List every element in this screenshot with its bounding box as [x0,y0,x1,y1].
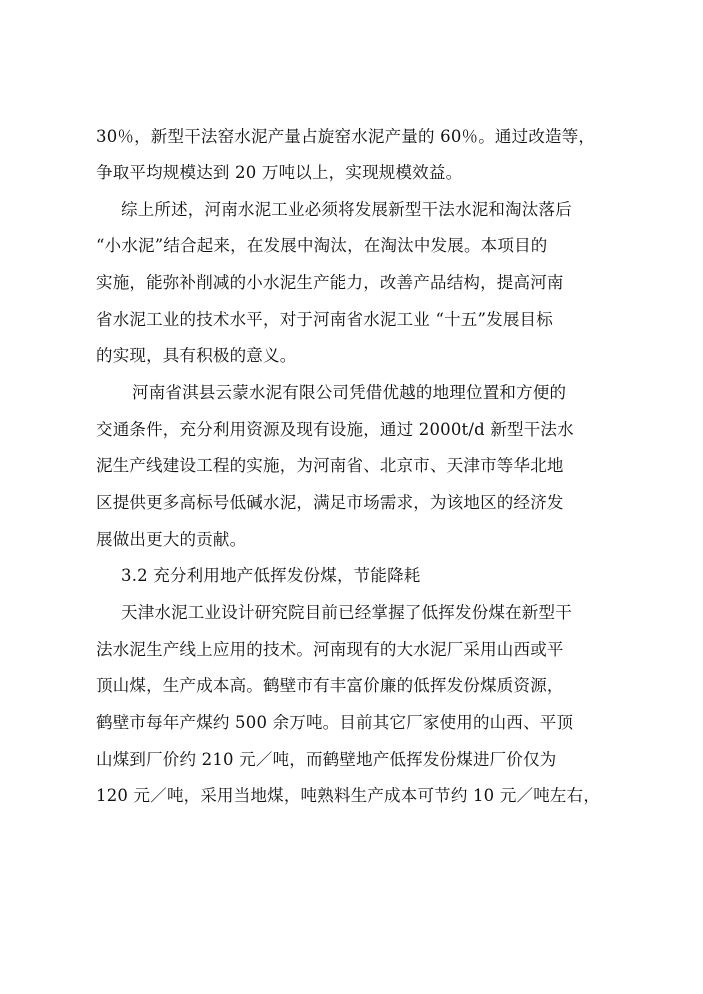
text-line: 展做出更大的贡献。 [96,530,247,549]
text-line: 交通条件，充分利用资源及现有设施，通过 2000t/d 新型干法水 [96,420,574,439]
text-line: 争取平均规模达到 20 万吨以上，实现规模效益。 [96,163,463,182]
text-line: 120 元／吨，采用当地煤，吨熟料生产成本可节约 10 元／吨左右， [96,786,601,805]
text-line: 山煤到厂价约 210 元／吨，而鹤壁地产低挥发份煤进厂价仅为 [96,750,557,769]
text-line: 实施，能弥补削减的小水泥生产能力，改善产品结构，提高河南 [96,273,564,292]
text-line: 省水泥工业的技术水平，对于河南省水泥工业 “十五”发展目标 [96,310,553,329]
text-line: “小水泥”结合起来，在发展中淘汰，在淘汰中发展。本项目的 [96,236,548,255]
text-line: 顶山煤，生产成本高。鹤壁市有丰富价廉的低挥发份煤质资源， [96,676,564,695]
text-line: 30％，新型干法窑水泥产量占旋窑水泥产量的 60％。通过改造等， [96,127,596,146]
text-line: 法水泥生产线上应用的技术。河南现有的大水泥厂采用山西或平 [96,640,564,659]
text-line: 泥生产线建设工程的实施，为河南省、北京市、天津市等华北地 [96,456,564,475]
section-heading: 3.2 充分利用地产低挥发份煤，节能降耗 [121,566,421,585]
text-line: 综上所述，河南水泥工业必须将发展新型干法水泥和淘汰落后 [121,200,572,219]
text-line: 河南省淇县云蒙水泥有限公司凭借优越的地理位置和方便的 [132,383,567,402]
text-line: 的实现，具有积极的意义。 [96,346,297,365]
text-line: 鹤壁市每年产煤约 500 余万吨。目前其它厂家使用的山西、平顶 [96,713,574,732]
text-line: 区提供更多高标号低碱水泥，满足市场需求，为该地区的经济发 [96,493,564,512]
text-line: 天津水泥工业设计研究院目前已经掌握了低挥发份煤在新型干 [121,603,572,622]
